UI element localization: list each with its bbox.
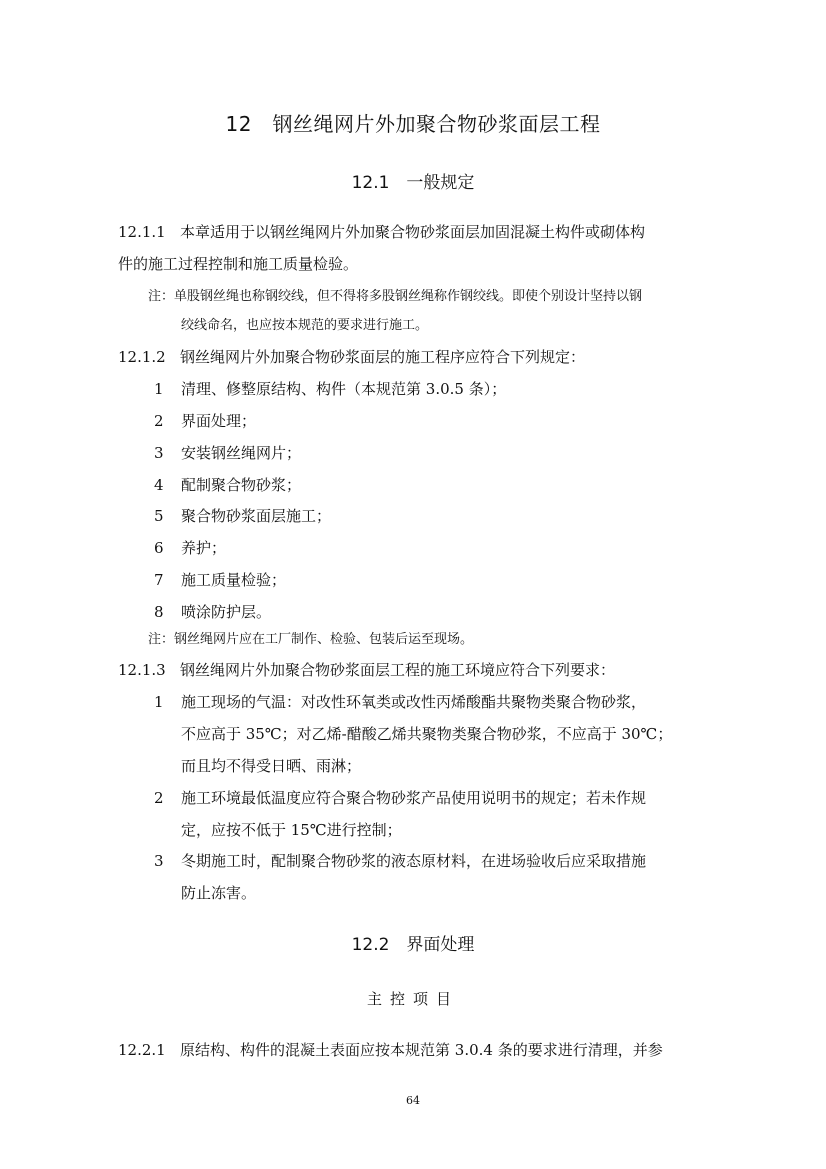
subheading: 主控项目: [366, 990, 459, 1008]
list-item: 3 安装钢丝绳网片；: [154, 444, 302, 462]
list-item-continuation: 而且均不得受日晒、雨淋；: [181, 757, 362, 775]
clause-12-1-1-line2: 件的施工过程控制和施工质量检验。: [118, 255, 359, 273]
list-item: 2 施工环境最低温度应符合聚合物砂浆产品使用说明书的规定；若未作规: [154, 789, 647, 807]
note-2: 注：钢丝绳网片应在工厂制作、检验、包装后运至现场。: [148, 632, 474, 647]
clause-number: 12.1.1: [118, 223, 166, 241]
list-item: 3 冬期施工时，配制聚合物砂浆的液态原材料，在进场验收后应采取措施: [154, 852, 647, 870]
section-heading-12-1: 12.1 一般规定: [351, 173, 475, 193]
clause-text: 本章适用于以钢丝绳网片外加聚合物砂浆面层加固混凝土构件或砌体构: [180, 223, 646, 241]
note-1-line1: 注：单股钢丝绳也称钢绞线，但不得将多股钢丝绳称作钢绞线。即使个别设计坚持以钢: [148, 289, 643, 304]
clause-number: 12.1.3: [118, 661, 166, 679]
list-item-continuation: 定，应按不低于 15℃进行控制；: [181, 821, 402, 839]
clause-12-1-1-line1: [118, 222, 645, 242]
list-item: 1 清理、修整原结构、构件（本规范第 3.0.5 条）；: [154, 380, 507, 398]
list-item: 5 聚合物砂浆面层施工；: [154, 507, 332, 525]
list-item: 6 养护；: [154, 539, 227, 557]
list-item-continuation: 防止冻害。: [181, 884, 257, 902]
list-item-continuation: 不应高于 35℃；对乙烯-醋酸乙烯共聚物类聚合物砂浆，不应高于 30℃；: [181, 725, 673, 743]
section-heading-12-2: 12.2 界面处理: [351, 935, 475, 955]
clause-number: 12.1.2: [118, 348, 166, 366]
list-item: 4 配制聚合物砂浆；: [154, 476, 302, 494]
clause-12-2-1: [118, 1040, 663, 1060]
clause-number: 12.2.1: [118, 1041, 166, 1059]
chapter-title: 12 钢丝绳网片外加聚合物砂浆面层工程: [225, 112, 601, 136]
clause-text: 钢丝绳网片外加聚合物砂浆面层的施工程序应符合下列规定：: [180, 348, 586, 366]
list-item: 2 界面处理；: [154, 412, 257, 430]
clause-text: 钢丝绳网片外加聚合物砂浆面层工程的施工环境应符合下列要求：: [180, 661, 616, 679]
note-1-line2: 绞线命名，也应按本规范的要求进行施工。: [181, 318, 429, 333]
page-number: 64: [406, 1094, 420, 1107]
list-item: 1 施工现场的气温：对改性环氧类或改性丙烯酸酯共聚物类聚合物砂浆，: [154, 693, 647, 711]
clause-12-1-2: [118, 347, 585, 367]
clause-12-1-3: [118, 660, 615, 680]
list-item: 8 喷涂防护层。: [154, 603, 272, 621]
list-item: 7 施工质量检验；: [154, 571, 287, 589]
clause-text: 原结构、构件的混凝土表面应按本规范第 3.0.4 条的要求进行清理，并参: [180, 1041, 663, 1059]
